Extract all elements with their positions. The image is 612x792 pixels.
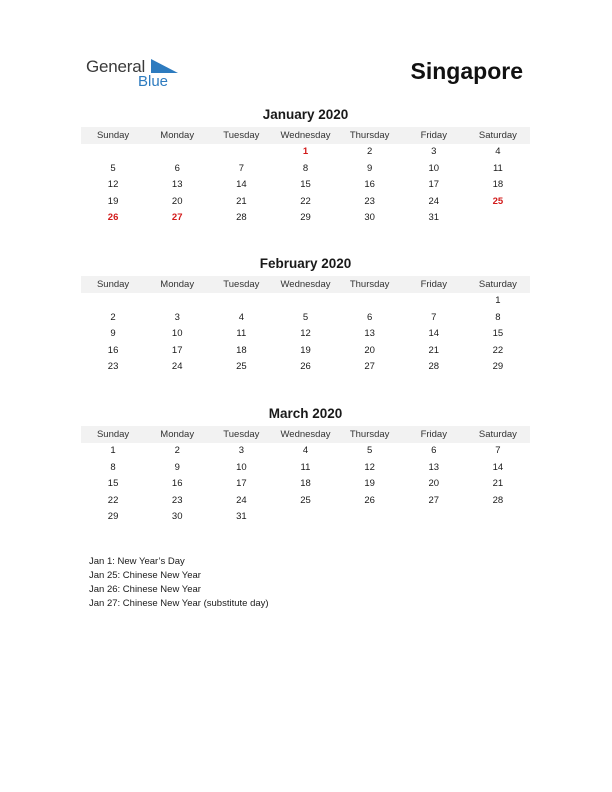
weekday-label: Thursday (349, 279, 390, 290)
day-cell: 31 (236, 511, 247, 523)
weekday-label: Wednesday (280, 279, 331, 290)
day-cell: 16 (171, 478, 183, 490)
holiday-note: Jan 27: Chinese New Year (substitute day) (89, 598, 269, 609)
day-cell: 19 (107, 195, 119, 207)
day-cell: 6 (366, 311, 373, 323)
day-cell (466, 210, 530, 227)
day-cell: 9 (366, 162, 373, 174)
week-row (81, 493, 530, 510)
week-row (81, 310, 530, 327)
holiday-notes (89, 555, 269, 611)
day-cell (209, 144, 273, 161)
day-cell: 7 (495, 445, 501, 456)
day-cell: 16 (364, 179, 375, 191)
day-cell: 9 (110, 328, 116, 340)
day-cell: 17 (428, 179, 440, 191)
day-cell: 14 (428, 328, 440, 340)
week-row (81, 359, 530, 376)
day-cell (402, 509, 466, 526)
weekday-label: Saturday (478, 279, 517, 290)
day-cell: 23 (171, 494, 183, 506)
weekday-label: Monday (160, 429, 195, 440)
day-cell: 5 (110, 162, 116, 174)
day-cell: 29 (107, 511, 119, 523)
day-cell: 12 (364, 461, 375, 473)
day-cell: 8 (495, 311, 501, 323)
weekday-label: Friday (420, 429, 447, 440)
week-row (81, 460, 530, 477)
weekday-label: Thursday (349, 429, 390, 440)
week-row (81, 177, 530, 194)
day-cell: 13 (364, 328, 375, 340)
logo-triangle-icon (151, 59, 178, 73)
day-cell: 25 (300, 494, 311, 506)
day-cell: 11 (492, 162, 503, 174)
day-cell: 11 (236, 328, 247, 340)
day-cell: 22 (300, 195, 311, 207)
generalblue-logo (86, 57, 196, 93)
weekday-label: Sunday (96, 279, 130, 290)
weekday-header-row (81, 426, 530, 443)
day-cell: 27 (364, 361, 375, 373)
holiday-day-cell: 27 (171, 212, 183, 224)
day-cell (466, 509, 530, 526)
weekday-label: Friday (420, 130, 447, 141)
weekday-label: Monday (160, 130, 195, 141)
day-cell: 2 (174, 445, 180, 456)
holiday-day-cell: 1 (302, 146, 309, 157)
day-cell: 10 (171, 328, 183, 340)
weekday-label: Monday (160, 279, 195, 290)
day-cell: 9 (174, 461, 180, 473)
day-cell: 14 (236, 179, 247, 191)
day-cell: 20 (364, 344, 375, 356)
day-cell: 26 (364, 494, 375, 506)
day-cell (402, 293, 466, 310)
day-cell: 28 (428, 361, 440, 373)
day-cell: 29 (300, 212, 311, 224)
weekday-label: Saturday (478, 130, 517, 141)
day-cell (81, 293, 145, 310)
weekday-label: Thursday (349, 130, 390, 141)
day-cell: 23 (364, 195, 375, 207)
week-row (81, 443, 530, 460)
day-cell: 15 (107, 478, 119, 490)
week-row (81, 293, 530, 310)
logo-general-text: General (86, 57, 146, 76)
weekday-label: Tuesday (223, 279, 260, 290)
week-row (81, 326, 530, 343)
day-cell: 28 (492, 494, 504, 506)
day-cell: 30 (171, 511, 183, 523)
day-cell (338, 509, 402, 526)
day-cell: 7 (431, 311, 437, 323)
week-row (81, 161, 530, 178)
week-row (81, 194, 530, 211)
day-cell: 1 (110, 445, 116, 456)
day-cell: 20 (428, 478, 440, 490)
week-row (81, 476, 530, 493)
day-cell: 24 (428, 195, 440, 207)
holiday-day-cell: 26 (107, 212, 119, 224)
day-cell: 19 (364, 478, 375, 490)
weekday-header-row (81, 127, 530, 144)
weekday-label: Sunday (96, 429, 130, 440)
day-cell: 13 (428, 461, 440, 473)
weekday-label: Tuesday (223, 429, 260, 440)
weekday-label: Sunday (96, 130, 130, 141)
day-cell: 4 (238, 311, 244, 323)
day-cell: 2 (366, 146, 373, 157)
day-cell: 21 (428, 344, 440, 356)
day-cell: 18 (236, 344, 247, 356)
day-cell: 17 (236, 478, 247, 490)
day-cell: 5 (302, 311, 309, 323)
day-cell: 15 (492, 328, 504, 340)
day-cell: 22 (107, 494, 119, 506)
weekday-label: Wednesday (280, 429, 331, 440)
day-cell: 2 (110, 311, 116, 323)
weekday-label: Wednesday (280, 130, 331, 141)
day-cell: 26 (300, 361, 311, 373)
calendar-month-march (81, 405, 530, 526)
day-cell: 22 (492, 344, 504, 356)
weekday-label: Saturday (478, 429, 517, 440)
day-cell: 17 (171, 344, 183, 356)
day-cell: 11 (300, 461, 311, 473)
holiday-day-cell: 25 (492, 195, 504, 207)
month-title: March 2020 (268, 406, 343, 421)
day-cell: 8 (110, 461, 116, 473)
day-cell: 6 (431, 445, 437, 456)
day-cell: 15 (300, 179, 311, 191)
day-cell: 21 (236, 195, 247, 207)
day-cell (273, 293, 337, 310)
holiday-note: Jan 1: New Year’s Day (89, 556, 185, 567)
day-cell (81, 144, 145, 161)
day-cell: 14 (492, 461, 504, 473)
logo-blue-text: Blue (138, 73, 169, 90)
day-cell: 30 (364, 212, 375, 224)
week-row (81, 210, 530, 227)
day-cell: 24 (171, 361, 183, 373)
weekday-header-row (81, 276, 530, 293)
day-cell (338, 293, 402, 310)
day-cell: 4 (495, 146, 501, 157)
day-cell: 21 (492, 478, 504, 490)
day-cell: 16 (107, 344, 119, 356)
day-cell: 3 (431, 146, 437, 157)
day-cell (273, 509, 337, 526)
holiday-note: Jan 26: Chinese New Year (89, 584, 201, 595)
day-cell: 5 (366, 445, 373, 456)
day-cell: 12 (300, 328, 311, 340)
day-cell: 4 (302, 445, 309, 456)
day-cell: 3 (174, 311, 180, 323)
day-cell: 3 (238, 445, 244, 456)
day-cell: 8 (302, 162, 309, 174)
day-cell (145, 144, 209, 161)
week-row (81, 144, 530, 161)
day-cell: 28 (236, 212, 247, 224)
calendar-month-february (81, 255, 530, 376)
calendar-month-january (81, 106, 530, 227)
day-cell: 31 (428, 212, 440, 224)
weekday-label: Friday (420, 279, 447, 290)
holiday-note: Jan 25: Chinese New Year (89, 570, 201, 581)
day-cell: 24 (236, 494, 247, 506)
day-cell: 10 (428, 162, 440, 174)
month-title: February 2020 (259, 256, 352, 271)
day-cell: 1 (495, 295, 501, 306)
day-cell: 19 (300, 344, 311, 356)
day-cell: 25 (236, 361, 247, 373)
week-row (81, 343, 530, 360)
day-cell: 12 (107, 179, 119, 191)
day-cell: 7 (238, 162, 244, 174)
day-cell: 18 (492, 179, 504, 191)
day-cell: 20 (171, 195, 183, 207)
week-row (81, 509, 530, 526)
day-cell: 23 (107, 361, 119, 373)
day-cell: 13 (171, 179, 183, 191)
weekday-label: Tuesday (223, 130, 260, 141)
day-cell: 10 (236, 461, 247, 473)
day-cell (209, 293, 273, 310)
month-title: January 2020 (262, 107, 349, 122)
country-title: Singapore (410, 58, 523, 84)
day-cell: 27 (428, 494, 440, 506)
day-cell: 29 (492, 361, 504, 373)
day-cell: 18 (300, 478, 311, 490)
day-cell: 6 (174, 162, 180, 174)
day-cell (145, 293, 209, 310)
